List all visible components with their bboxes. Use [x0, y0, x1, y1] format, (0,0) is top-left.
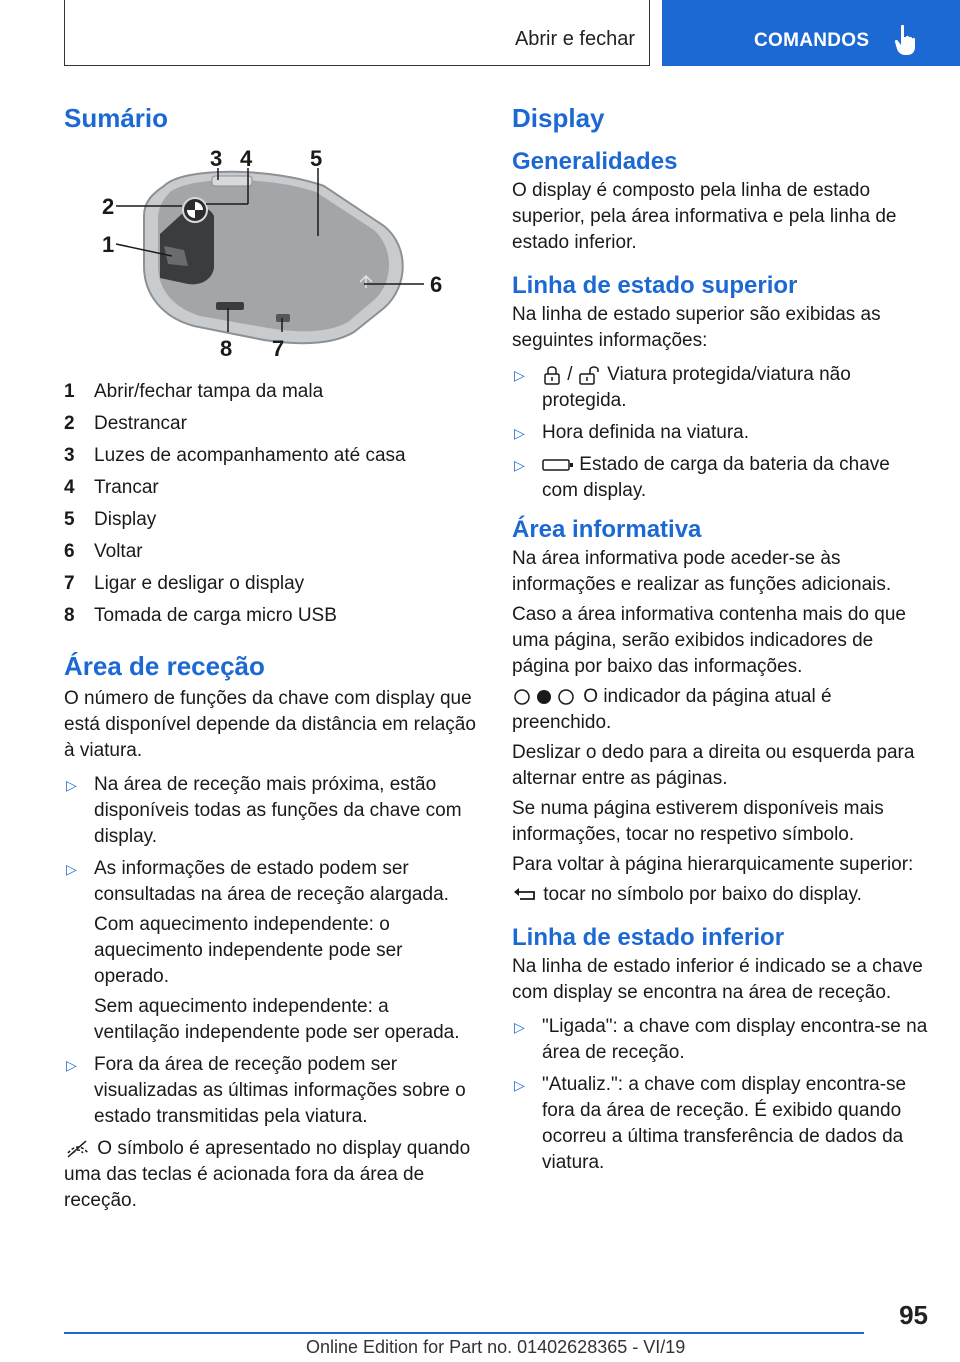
legend-item: 4 Trancar [64, 477, 159, 498]
lower-status-intro: Na linha de estado inferior é indicado se a chave com display se encontra na área de receção. [512, 956, 923, 1003]
legend-item: 8 Tomada de carga micro USB [64, 605, 337, 626]
legend-item: 3 Luzes de acompanhamento até casa [64, 445, 406, 466]
header-section-box [64, 0, 650, 66]
info-area-p1: Na área informativa pode aceder-se às informações e realizar as funções adicionais. [512, 548, 892, 595]
legend-item: 6 Voltar [64, 541, 143, 562]
upper-status-bullets [512, 362, 930, 504]
callout-3: 3 [210, 146, 223, 171]
info-area-title: Área informativa [512, 516, 702, 543]
key-figure [64, 146, 479, 368]
list-item: ▷ / Viatura protegida/viatura não protegida. [514, 364, 851, 411]
bullet-triangle-icon: ▷ [66, 861, 77, 877]
header-chapter-title: COMANDOS [754, 30, 870, 51]
out-of-range-note: O símbolo é apresentado no display quando uma das teclas é acionada fora da área de receção. [64, 1138, 471, 1211]
list-item: ▷ Estado de carga da bateria da chave com display. [514, 454, 890, 501]
legend-item: 2 Destrancar [64, 413, 187, 434]
bullet-triangle-icon: ▷ [66, 777, 77, 793]
reception-bullets [64, 772, 479, 1130]
legend-item: 1 Abrir/fechar tampa da mala [64, 381, 324, 402]
list-item: ▷ "Ligada": a chave com display encontra-se na área de receção. [514, 1016, 928, 1063]
unlocked-icon [578, 364, 602, 386]
back-arrow-icon [512, 886, 538, 904]
slash-separator: / [567, 364, 573, 385]
callout-5: 5 [310, 146, 323, 171]
bullet-triangle-icon: ▷ [514, 1019, 525, 1035]
info-area-p4: Deslizar o dedo para a direita ou esquerda para alternar entre as páginas. [512, 742, 915, 789]
info-area-p5: Se numa página estiverem disponíveis mais informações, tocar no respetivo símbolo. [512, 798, 884, 845]
summary-title: Sumário [64, 103, 169, 133]
list-item: ▷ As informações de estado podem ser consultadas na área de receção alargada. Com aquecimento independente: o aquecimento independente pode ser operado. Sem aquecimento independente: a ventilação independente pode ser operada. [66, 858, 460, 1043]
callout-2: 2 [102, 194, 115, 219]
callout-8: 8 [220, 336, 233, 361]
display-title: Display [512, 103, 605, 133]
lower-status-bullets [512, 1014, 930, 1176]
list-item: ▷ Fora da área de receção podem ser visualizadas as últimas informações sobre o estado transmitidas pela viatura. [66, 1054, 466, 1127]
header-chapter-tab[interactable] [662, 0, 960, 66]
bullet-triangle-icon: ▷ [514, 367, 525, 383]
lower-status-title: Linha de estado inferior [512, 924, 785, 951]
general-title: Generalidades [512, 148, 678, 175]
page-indicator-icon [512, 687, 578, 707]
legend-item: 5 Display [64, 509, 157, 530]
callout-6: 6 [430, 272, 443, 297]
footer-edition: Online Edition for Part no. 01402628365 - VI/19 [306, 1337, 686, 1357]
callout-4: 4 [240, 146, 253, 171]
list-item: ▷ Hora definida na viatura. [512, 420, 930, 446]
battery-icon [542, 457, 574, 473]
bullet-triangle-icon: ▷ [514, 1077, 525, 1093]
general-text: O display é composto pela linha de estado superior, pela área informativa e pela linha de estado inferior. [512, 180, 897, 253]
info-area-p2: Caso a área informativa contenha mais do que uma página, serão exibidos indicadores de página por baixo das informações. [512, 604, 906, 677]
right-column [512, 98, 930, 1182]
footer-divider [64, 1332, 864, 1334]
info-area-p6: Para voltar à página hierarquicamente superior: [512, 854, 914, 875]
no-signal-icon [64, 1139, 92, 1159]
reception-title: Área de receção [64, 651, 265, 681]
pointing-hand-icon [894, 24, 918, 56]
upper-status-intro: Na linha de estado superior são exibidas as seguintes informações: [512, 304, 881, 351]
list-item: ▷ "Atualiz.": a chave com display encontra-se fora da área de receção. É exibido quando ocorreu a última transferência de dados da viatura. [514, 1074, 907, 1173]
bullet-triangle-icon: ▷ [514, 425, 525, 441]
display-key-illustration [64, 146, 479, 368]
figure-legend [64, 376, 479, 632]
left-column [64, 98, 479, 1214]
reception-intro: O número de funções da chave com display que está disponível depende da distância em relação à viatura. [64, 688, 476, 761]
bullet-triangle-icon: ▷ [514, 457, 525, 473]
list-item: ▷ Na área de receção mais próxima, estão disponíveis todas as funções da chave com display. [66, 774, 462, 847]
bullet-triangle-icon: ▷ [66, 1057, 77, 1073]
info-area-p3: O indicador da página atual é preenchido. [512, 686, 832, 733]
legend-item: 7 Ligar e desligar o display [64, 573, 305, 594]
header-section-title: Abrir e fechar [514, 28, 635, 50]
locked-icon [542, 364, 562, 386]
callout-1: 1 [102, 232, 115, 257]
callout-7: 7 [272, 336, 285, 361]
info-area-p7: tocar no símbolo por baixo do display. [512, 882, 930, 908]
upper-status-title: Linha de estado superior [512, 272, 798, 299]
page-number: 95 [899, 1300, 928, 1330]
